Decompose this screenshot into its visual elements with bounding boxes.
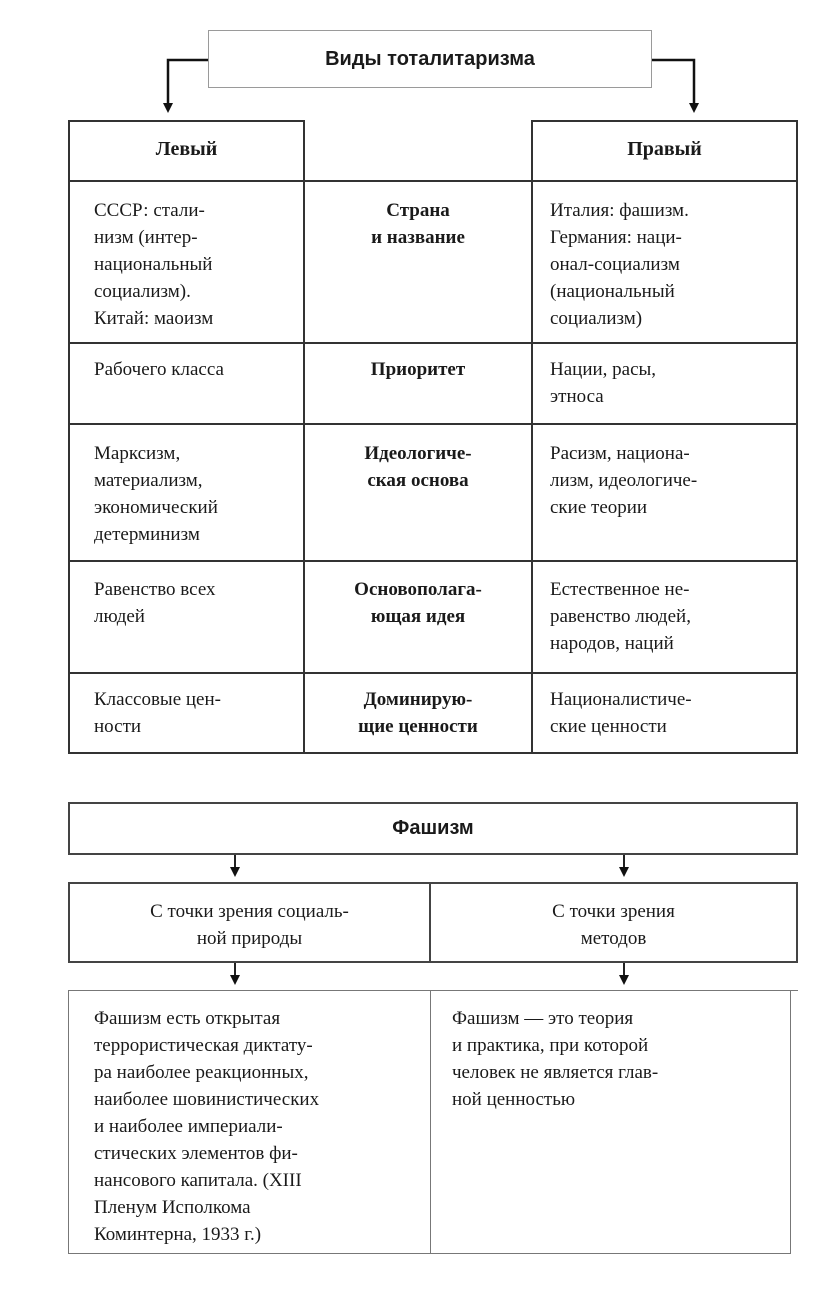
row-ideology-left: Марксизм, материализм, экономический детерминизм	[94, 443, 218, 545]
right-type-header: Правый	[627, 138, 702, 160]
row-country-left: СССР: стали- низм (интер- национальный социализм). Китай: маоизм	[94, 200, 214, 329]
left-type-header: Левый	[155, 138, 218, 160]
methods-definition: Фашизм — это теория и практика, при которой человек не является глав- ной ценностью	[452, 1008, 659, 1110]
fascism-title: Фашизм	[392, 817, 474, 839]
row-values-right: Националистиче- ские ценности	[550, 689, 692, 737]
row-priority-criterion: Приоритет	[370, 359, 466, 380]
row-ideology-criterion: Идеологиче- ская основа	[364, 443, 472, 491]
arrow-to-right-type	[652, 60, 694, 108]
row-values-left: Классовые цен- ности	[94, 689, 221, 737]
row-ideology-right: Расизм, национа- лизм, идеологиче- ские теории	[550, 443, 698, 518]
row-country-right: Италия: фашизм. Германия: наци- онал-социализм (национальный социализм)	[550, 200, 689, 329]
row-idea-criterion: Основополага- ющая идея	[354, 579, 482, 627]
row-values-criterion: Доминирую- щие ценности	[358, 689, 478, 737]
totalitarianism-title: Виды тоталитаризма	[325, 47, 535, 70]
arrow-to-left-type	[168, 60, 208, 108]
social-nature-header: С точки зрения социаль- ной природы	[150, 901, 349, 949]
row-priority-left: Рабочего класса	[94, 359, 224, 380]
row-idea-left: Равенство всех людей	[94, 579, 216, 627]
row-country-criterion: Страна и название	[371, 200, 465, 248]
methods-header: С точки зрения методов	[552, 901, 675, 949]
row-priority-right: Нации, расы, этноса	[550, 359, 657, 407]
social-nature-definition: Фашизм есть открытая террористическая диктату- ра наиболее реакционных, наиболее шовинистических и наиболее империали- стических элементов фи- нансового капитала. (XIII Пленум Исполкома Коминтерна, 1933 г.)	[94, 1008, 320, 1245]
row-idea-right: Естественное не- равенство людей, народов, наций	[550, 579, 691, 654]
